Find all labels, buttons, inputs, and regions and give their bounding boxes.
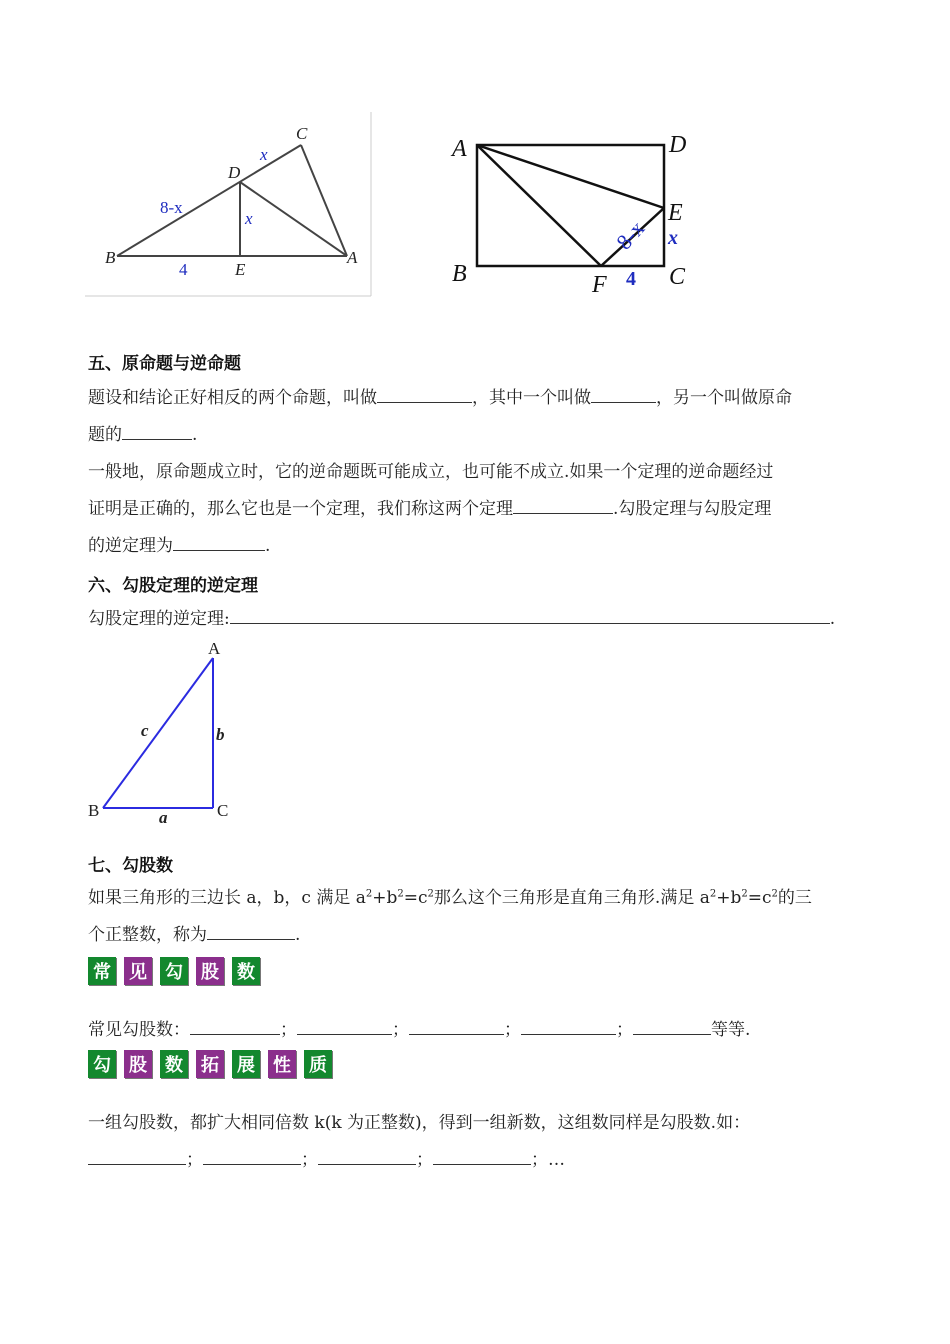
text: 的逆定理为 xyxy=(88,536,173,556)
text: 等等. xyxy=(711,1020,751,1040)
blank-field xyxy=(409,1016,504,1035)
label-F: F xyxy=(592,272,607,298)
badge-extension-properties xyxy=(88,1050,332,1078)
text: . xyxy=(265,536,271,556)
text: 一般地，原命题成立时，它的逆命题既可能成立，也可能不成立.如果一个定理的逆命题经过 xyxy=(88,462,774,482)
section5-paragraph1 xyxy=(88,380,868,565)
text: =c xyxy=(403,888,428,908)
blank-field xyxy=(122,421,192,440)
text: ，另一个叫做原命 xyxy=(656,388,792,408)
text: ； xyxy=(616,1020,633,1040)
label-c: c xyxy=(141,721,149,740)
badge-char: 性 xyxy=(268,1050,296,1078)
text: ，其中一个叫做 xyxy=(472,388,591,408)
figure-right-triangle-svg xyxy=(85,636,245,831)
blank-field xyxy=(190,1016,280,1035)
text: ； xyxy=(301,1150,318,1170)
section5-title: 五、原命题与逆命题 xyxy=(88,354,241,374)
label-x: x xyxy=(668,227,678,249)
badge-common-pythagorean-numbers xyxy=(88,957,260,985)
section7-paragraph xyxy=(88,880,868,954)
text: ； xyxy=(531,1150,548,1170)
text: . xyxy=(829,609,836,629)
label-4: 4 xyxy=(626,268,636,290)
exponent: 2 xyxy=(771,888,778,900)
exponent: 2 xyxy=(365,888,373,900)
label-A: A xyxy=(208,639,221,658)
text: 勾股定理的逆定理: xyxy=(88,609,230,629)
figure-triangle-bda xyxy=(85,112,375,297)
common-numbers-line xyxy=(88,1012,868,1049)
blank-field xyxy=(521,1016,616,1035)
exponent: 2 xyxy=(709,888,717,900)
text: . xyxy=(295,925,301,945)
text: 个正整数，称为 xyxy=(88,925,207,945)
text: . xyxy=(192,425,198,445)
text: ； xyxy=(280,1020,297,1040)
label-E: E xyxy=(235,260,246,279)
text: 常见勾股数： xyxy=(88,1020,190,1040)
blank-field xyxy=(230,605,830,624)
blank-field xyxy=(377,384,472,403)
blank-field xyxy=(591,384,656,403)
extension-paragraph xyxy=(88,1105,868,1179)
text: 的三 xyxy=(777,888,812,908)
text: .勾股定理与勾股定理 xyxy=(613,499,772,519)
blank-field xyxy=(297,1016,392,1035)
text: ； xyxy=(186,1150,203,1170)
label-b: b xyxy=(216,725,225,744)
text: 证明是正确的，那么它也是一个定理，我们称这两个定理 xyxy=(88,499,513,519)
label-B: B xyxy=(88,801,100,820)
exponent: 2 xyxy=(427,888,434,900)
badge-char: 见 xyxy=(124,957,152,985)
blank-field xyxy=(173,532,265,551)
badge-char: 展 xyxy=(232,1050,260,1078)
text: 题的 xyxy=(88,425,122,445)
text: =c xyxy=(747,888,772,908)
figure-rectangle-svg xyxy=(440,125,710,300)
badge-char: 数 xyxy=(232,957,260,985)
label-x-dc: x xyxy=(260,145,268,164)
blank-field xyxy=(633,1016,711,1035)
label-a: a xyxy=(159,808,168,827)
text: 那么这个三角形是直角三角形.满足 a xyxy=(433,888,710,908)
ellipsis: … xyxy=(548,1150,565,1170)
section7-title: 七、勾股数 xyxy=(88,856,173,876)
label-A: A xyxy=(347,248,358,267)
figure-rectangle-abcd xyxy=(440,125,710,300)
badge-char: 数 xyxy=(160,1050,188,1078)
blank-field xyxy=(513,495,613,514)
label-D: D xyxy=(228,163,241,182)
figure-triangle-svg xyxy=(85,112,375,297)
label-x-de: x xyxy=(245,209,253,228)
exponent: 2 xyxy=(397,888,404,900)
badge-char: 质 xyxy=(304,1050,332,1078)
label-4: 4 xyxy=(179,260,188,279)
figure-right-triangle xyxy=(85,636,245,831)
label-8-x: 8-x xyxy=(160,198,183,217)
text: 如果三角形的三边长 a，b，c 满足 a xyxy=(88,888,366,908)
label-B: B xyxy=(452,261,467,287)
blank-field xyxy=(433,1146,531,1165)
label-C: C xyxy=(296,124,308,143)
text: ； xyxy=(416,1150,433,1170)
badge-char: 勾 xyxy=(160,957,188,985)
text: ； xyxy=(392,1020,409,1040)
blank-field xyxy=(203,1146,301,1165)
label-C: C xyxy=(217,801,229,820)
blank-field xyxy=(88,1146,186,1165)
label-A: A xyxy=(452,136,467,162)
exponent: 2 xyxy=(741,888,748,900)
blank-field xyxy=(207,921,295,940)
section6-title: 六、勾股定理的逆定理 xyxy=(88,576,258,596)
label-8-x: 8-x xyxy=(611,215,650,255)
text: 一组勾股数，都扩大相同倍数 k(k 为正整数)，得到一组新数，这组数同样是勾股数.如： xyxy=(88,1113,751,1133)
badge-char: 拓 xyxy=(196,1050,224,1078)
text: 题设和结论正好相反的两个命题，叫做 xyxy=(88,388,377,408)
badge-char: 股 xyxy=(196,957,224,985)
text: +b xyxy=(372,888,398,908)
section6-line xyxy=(88,601,868,638)
badge-char: 股 xyxy=(124,1050,152,1078)
text: ； xyxy=(504,1020,521,1040)
badge-char: 常 xyxy=(88,957,116,985)
label-D: D xyxy=(669,132,687,158)
label-C: C xyxy=(669,264,686,290)
text: +b xyxy=(716,888,742,908)
badge-char: 勾 xyxy=(88,1050,116,1078)
label-E: E xyxy=(668,200,683,226)
blank-field xyxy=(318,1146,416,1165)
label-B: B xyxy=(105,248,116,267)
